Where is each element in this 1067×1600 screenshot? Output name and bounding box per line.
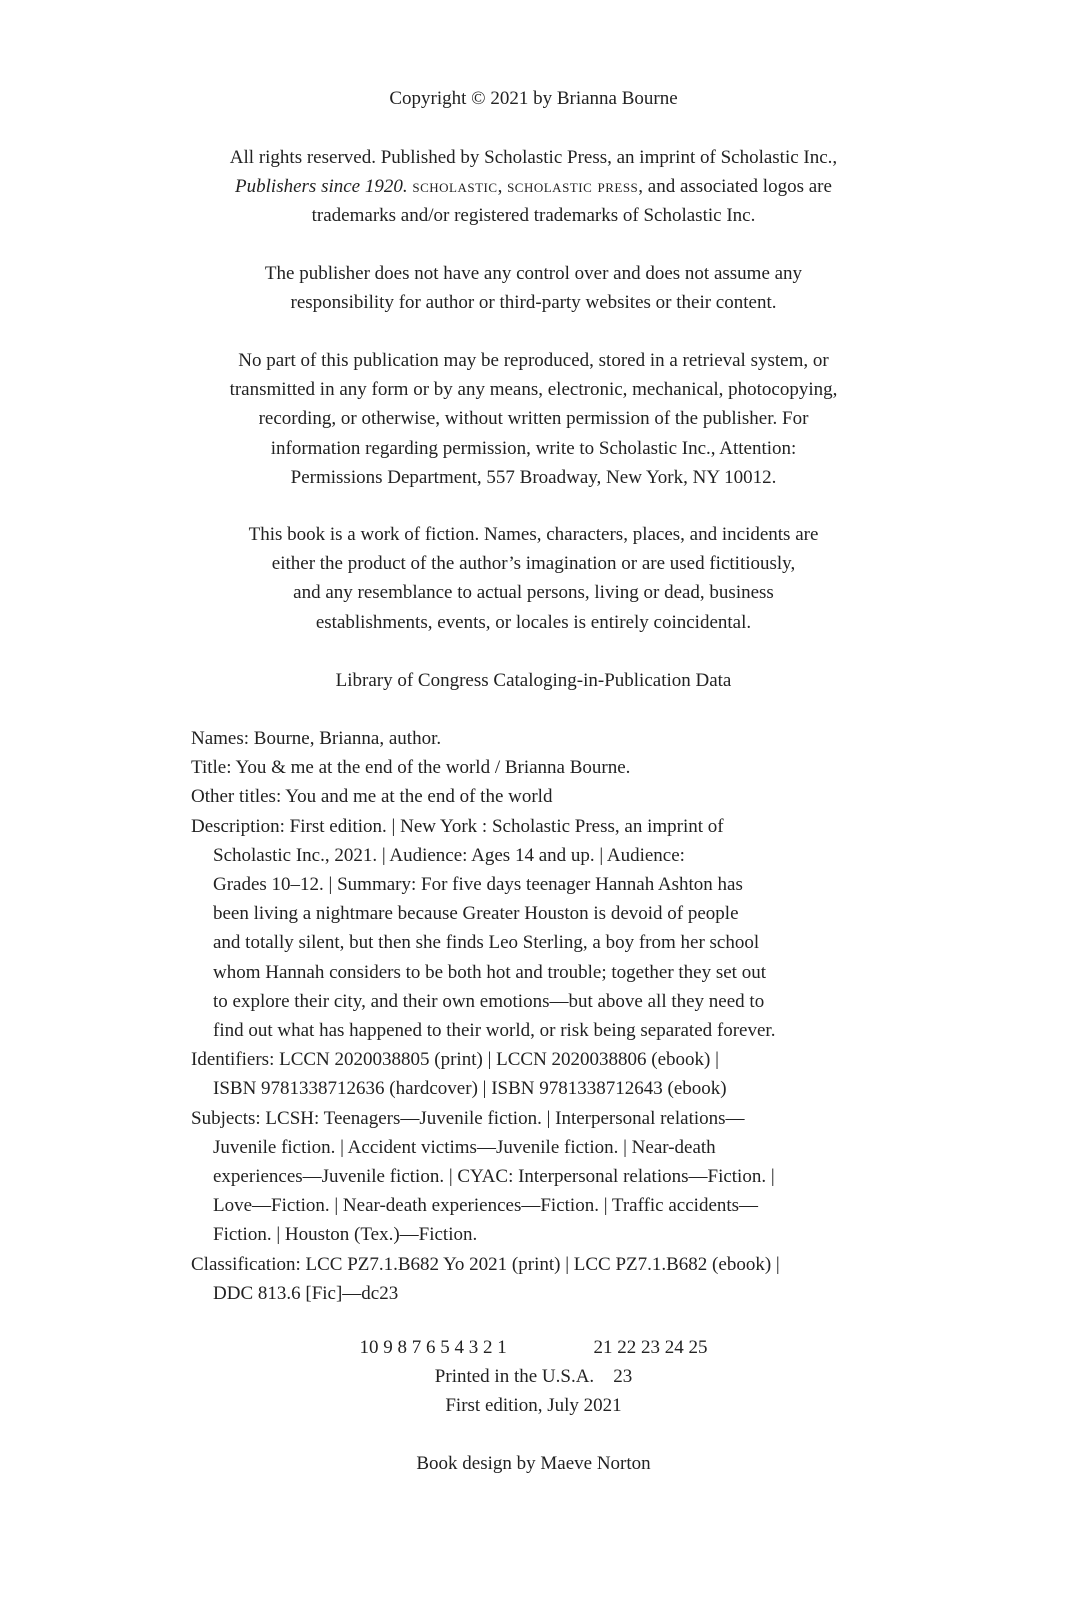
scholastic-trademark: scholastic (412, 176, 498, 198)
reproduction-paragraph: No part of this publication may be reproduced, stored in a retrieval system, or transmitted in any form or by any means, electronic, mechanical, photocopying, recording, or otherwise, without written permission of the publisher. For information regarding permission, write to Scholastic Inc., Attention: Permissions Department, 557 Broadway, New York, NY 10012. (229, 350, 838, 488)
publisher-note-paragraph: The publisher does not have any control over and does not assume any responsibility for author or third-party websites or their content. (264, 263, 803, 314)
scholastic-press-trademark: scholastic press (507, 176, 639, 198)
cip-other-titles: Other titles: You and me at the end of the world (191, 786, 553, 808)
printed-code: 23 (613, 1366, 633, 1388)
edition-line: First edition, July 2021 (445, 1395, 622, 1417)
copyright-line: Copyright © 2021 by Brianna Bourne (389, 88, 678, 109)
printing-info (0, 1333, 1067, 1421)
cip-heading: Library of Congress Cataloging-in-Publication Data (335, 670, 732, 691)
printing-years: 21 22 23 24 25 (593, 1337, 708, 1358)
cip-record: Names: Bourne, Brianna, author. Title: You & me at the end of the world / Brianna Bourne. Other titles: You and me at the end of the world Description: First edition. | New York : Scholastic Press, an imprint of Scholastic Inc., 2021. | Audience: Ages 14 and up. | Audience: Grades 10–12. | Summary: For five days teenager Hannah Ashton has been living a nightmare because Greater Houston is devoid of people and totally silent, but then she finds Leo Sterling, a boy from her school whom Hannah considers to be both hot and trouble; together they set out to explore their city, and their own emotions—but above all they need to find out what has happened to their world, or risk being separated forever. Identifiers: LCCN 2020038805 (print) | LCCN 2020038806 (ebook) | ISBN 9781338712636 (hardcover) | ISBN 9781338712643 (ebook) Subjects: LCSH: Teenagers—Juvenile fiction. | Interpersonal relations— Juvenile fiction. | Accident victims—Juvenile fiction. | Near-death experiences—Juvenile fiction. | CYAC: Interpersonal relations—Fiction. | Love—Fiction. | Near-death experiences—Fiction. | Traffic accidents— Fiction. | Houston (Tex.)—Fiction. Classification: LCC PZ7.1.B682 Yo 2021 (print) | LCC PZ7.1.B682 (ebook) | DDC 813.6 [Fic]—dc23 (191, 724, 891, 1308)
cip-names: Names: Bourne, Brianna, author. (191, 728, 442, 749)
cip-classification: Classification: LCC PZ7.1.B682 Yo 2021 (print) | LCC PZ7.1.B682 (ebook) | (191, 1253, 780, 1275)
cip-description: Description: First edition. | New York : Scholastic Press, an imprint of (191, 815, 724, 837)
printing-sequence: 10 9 8 7 6 5 4 3 2 1 (359, 1337, 507, 1358)
rights-paragraph: All rights reserved. Published by Scholastic Press, an imprint of Scholastic Inc., Publishers since 1920. scholastic, scholastic press, and associated logos are trademarks and/or registered trademarks of Scholastic Inc. (229, 147, 838, 227)
cip-subjects: Subjects: LCSH: Teenagers—Juvenile fiction. | Interpersonal relations— (191, 1107, 745, 1129)
publishers-since-text: Publishers since 1920. (235, 176, 408, 198)
fiction-disclaimer-paragraph: This book is a work of fiction. Names, characters, places, and incidents are either the product of the author’s imagination or are used fictitiously, and any resemblance to actual persons, living or dead, business establishments, events, or locales is entirely coincidental. (248, 524, 819, 633)
cip-title: Title: You & me at the end of the world / Brianna Bourne. (191, 757, 631, 779)
design-credit: Book design by Maeve Norton (416, 1453, 651, 1474)
cip-identifiers: Identifiers: LCCN 2020038805 (print) | LCCN 2020038806 (ebook) | (191, 1049, 719, 1071)
printed-in: Printed in the U.S.A. (434, 1366, 595, 1388)
